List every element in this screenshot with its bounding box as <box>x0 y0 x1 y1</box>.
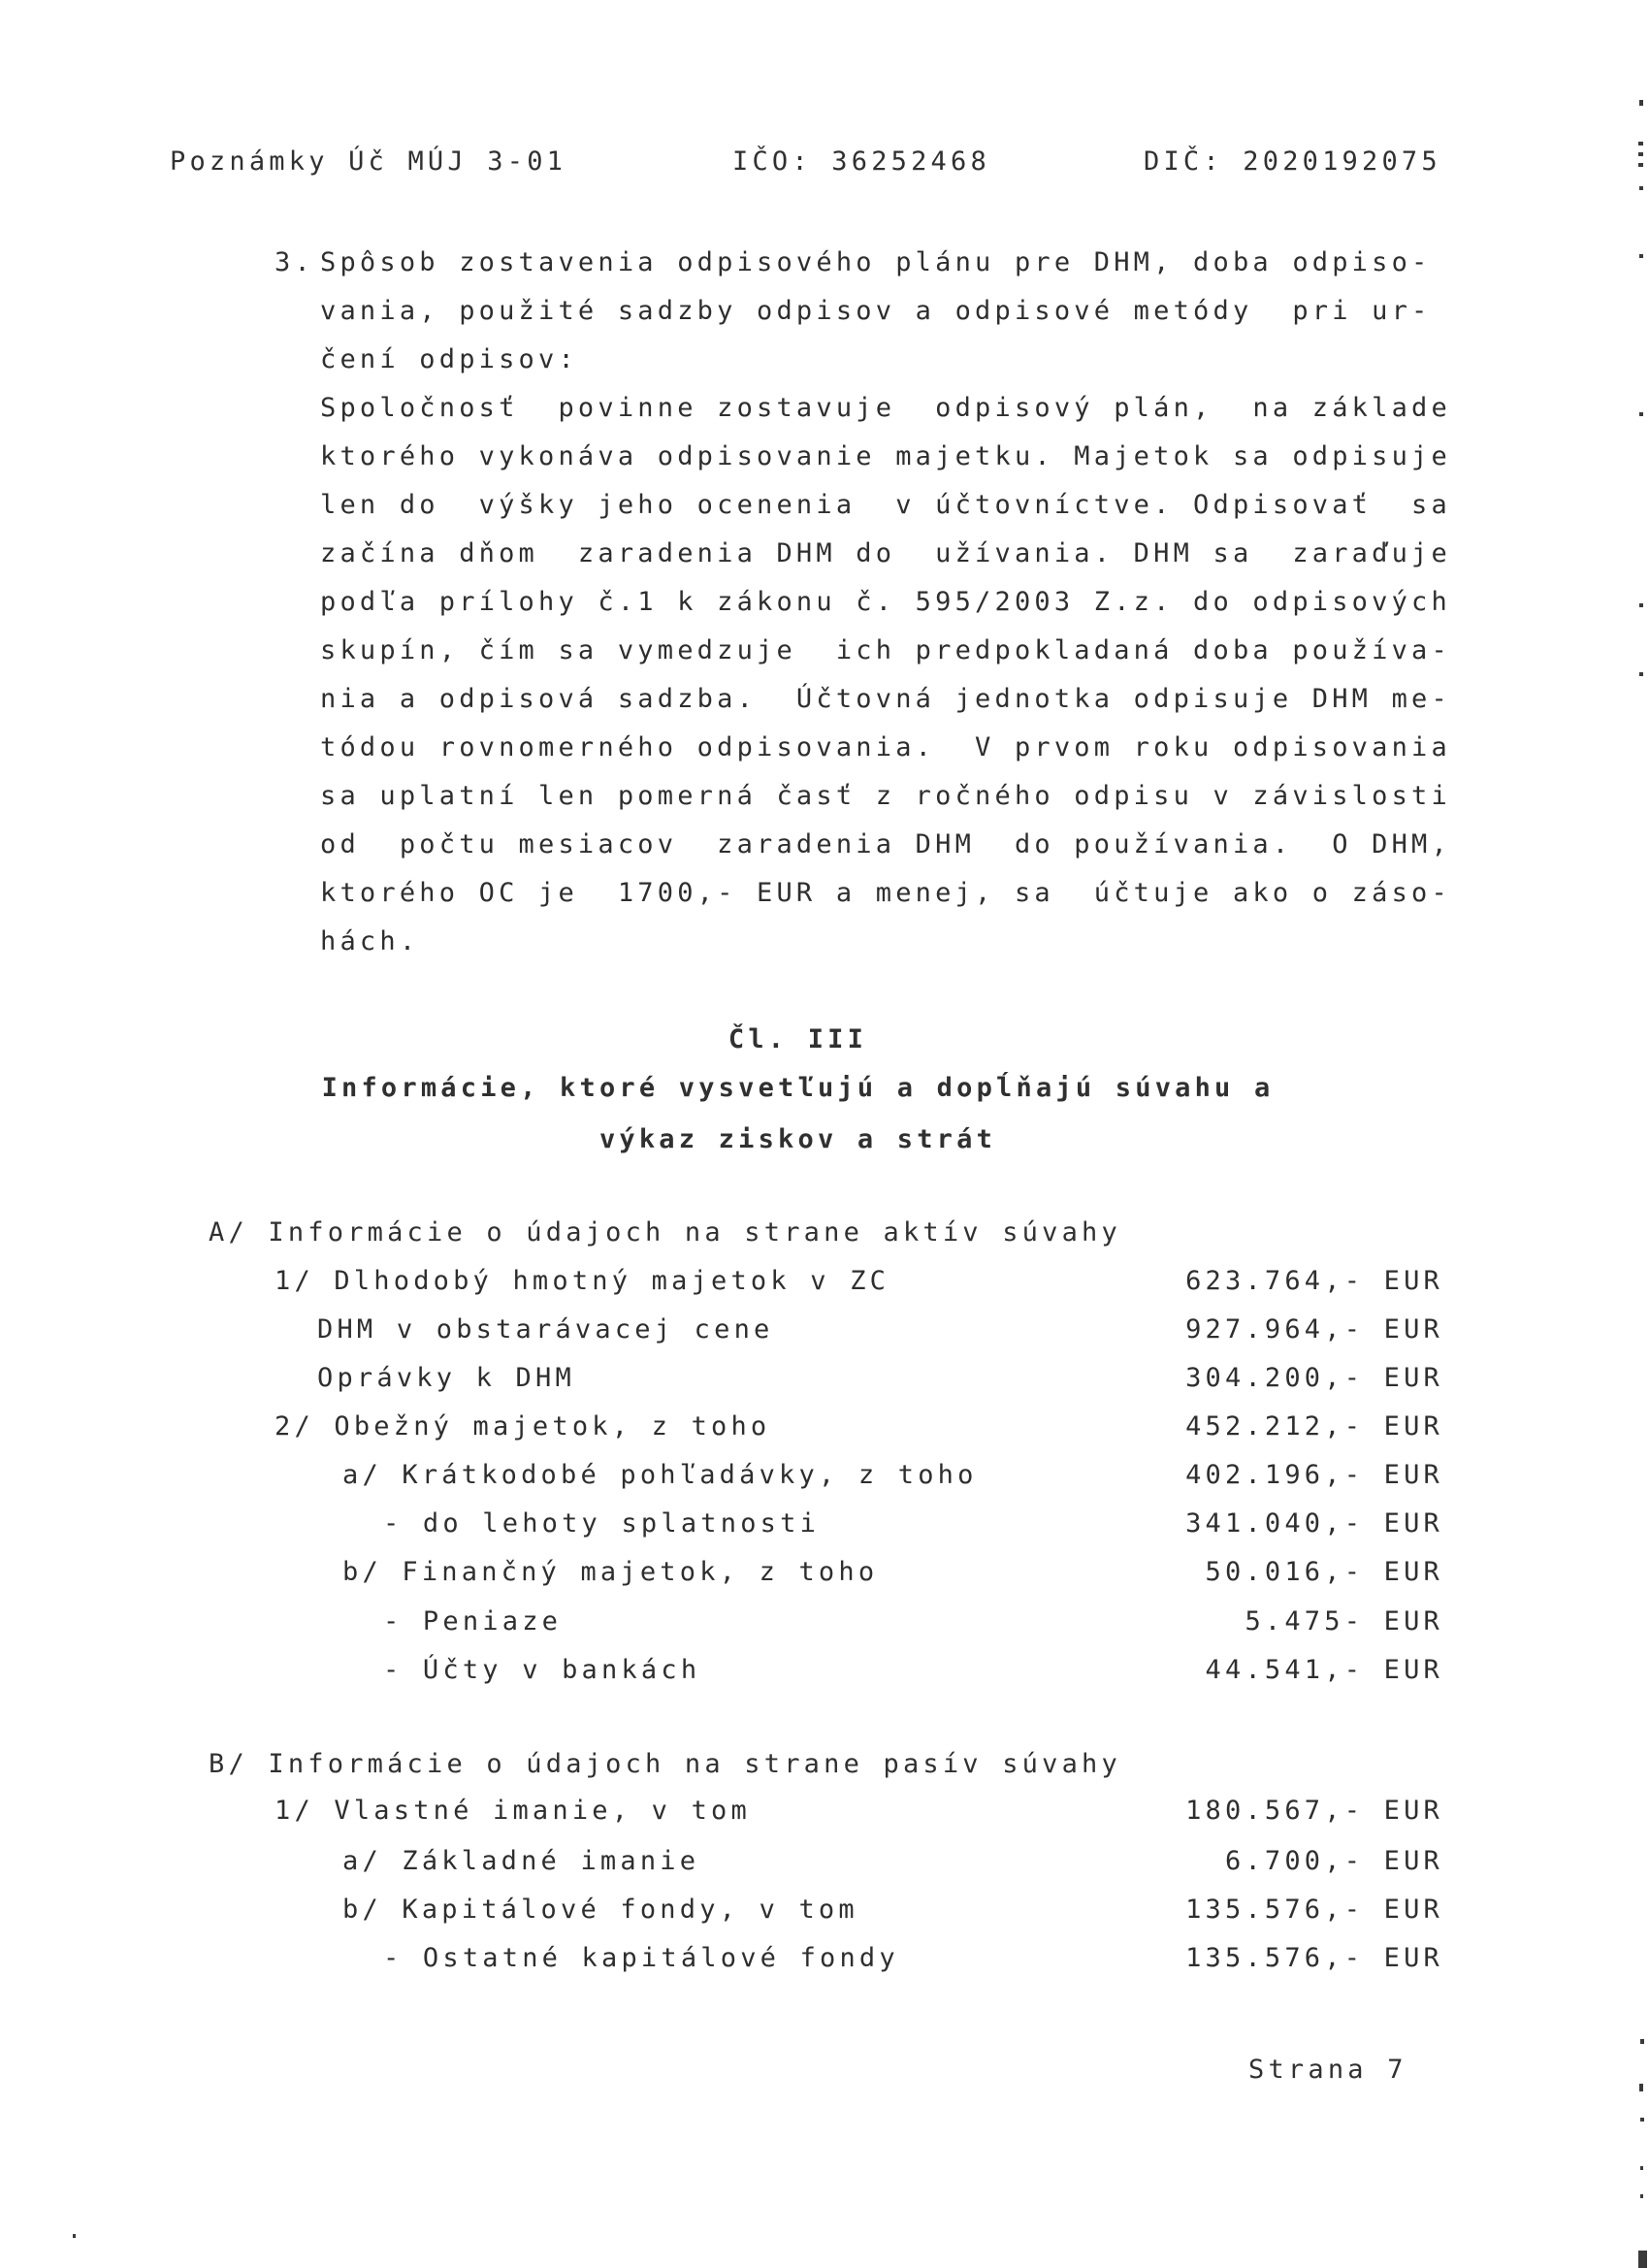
scan-artifact <box>1639 603 1643 607</box>
table-row <box>0 1646 1649 1695</box>
section-b-title: B/ Informácie o údajoch na strane pasív súvahy <box>209 1749 1121 1779</box>
paragraph-line: čení odpisov: <box>320 344 578 374</box>
row-label: - Ostatné kapitálové fondy <box>383 1943 899 1973</box>
paragraph-line: hách. <box>320 926 420 956</box>
scan-artifact <box>1638 152 1643 156</box>
dic-number: DIČ: 2020192075 <box>1144 146 1441 177</box>
paragraph-line: podľa prílohy č.1 k zákonu č. 595/2003 Z.z. do odpisových <box>320 587 1451 617</box>
table-row <box>0 1403 1649 1451</box>
table-row <box>0 1598 1649 1646</box>
article-title: Čl. III <box>728 1024 868 1054</box>
row-value: 927.964,- EUR <box>1185 1314 1443 1345</box>
scan-artifact <box>1640 2118 1644 2122</box>
paragraph-line: od počtu mesiacov zaradenia DHM do používania. O DHM, <box>320 829 1451 859</box>
row-label: DHM v obstarávacej cene <box>317 1314 774 1345</box>
section-a-title: A/ Informácie o údajoch na strane aktív súvahy <box>209 1217 1121 1247</box>
row-value: 135.576,- EUR <box>1185 1943 1443 1973</box>
paragraph-line: začína dňom zaradenia DHM do užívania. DHM sa zaraďuje <box>320 538 1451 568</box>
row-label: b/ Finančný majetok, z toho <box>342 1557 879 1587</box>
article-subtitle-line1: Informácie, ktoré vysvetľujú a dopĺňajú súvahu a <box>321 1073 1275 1103</box>
page-number: Strana 7 <box>1248 2055 1407 2085</box>
table-row <box>0 1451 1649 1500</box>
table-row <box>0 1837 1649 1886</box>
paragraph-line: sa uplatní len pomerná časť z ročného odpisu v závislosti <box>320 781 1451 811</box>
table-row <box>0 1354 1649 1403</box>
row-value: 44.541,- EUR <box>1205 1655 1443 1685</box>
paragraph-line: nia a odpisová sadzba. Účtovná jednotka odpisuje DHM me- <box>320 684 1451 714</box>
paragraph-line: Spoločnosť povinne zostavuje odpisový plán, na základe <box>320 393 1451 423</box>
row-value: 180.567,- EUR <box>1185 1796 1443 1826</box>
row-label: 1/ Dlhodobý hmotný majetok v ZC <box>275 1266 890 1296</box>
scan-artifact <box>1639 672 1643 676</box>
table-row <box>0 1500 1649 1548</box>
scan-artifact <box>1639 254 1643 258</box>
scan-artifact <box>1639 2084 1643 2091</box>
table-row <box>0 1886 1649 1934</box>
table-row <box>0 1548 1649 1597</box>
paragraph-line: Spôsob zostavenia odpisového plánu pre DHM, doba odpiso- <box>320 247 1432 277</box>
table-row <box>0 1934 1649 1983</box>
scan-artifact <box>73 2234 76 2238</box>
row-label: a/ Krátkodobé pohľadávky, z toho <box>342 1460 978 1490</box>
row-label: - Peniaze <box>383 1606 563 1636</box>
row-value: 5.475- EUR <box>1245 1606 1443 1636</box>
row-value: 623.764,- EUR <box>1185 1266 1443 1296</box>
row-label: - Účty v bankách <box>383 1655 701 1685</box>
table-row <box>0 1306 1649 1354</box>
row-value: 50.016,- EUR <box>1205 1557 1443 1587</box>
paragraph-line: tódou rovnomerného odpisovania. V prvom roku odpisovania <box>320 732 1451 762</box>
row-label: a/ Základné imanie <box>342 1846 700 1876</box>
paragraph-line: vania, použité sadzby odpisov a odpisové metódy pri ur- <box>320 296 1432 326</box>
scan-artifact <box>1640 2039 1644 2044</box>
row-label: - do lehoty splatnosti <box>383 1508 821 1539</box>
table-row <box>0 1257 1649 1306</box>
paragraph-line: len do výšky jeho ocenenia v účtovníctve. Odpisovať sa <box>320 490 1451 520</box>
scan-artifact <box>1638 163 1643 167</box>
paragraph-3 <box>320 239 1484 966</box>
row-label: b/ Kapitálové fondy, v tom <box>342 1895 858 1925</box>
form-title: Poznámky Úč MÚJ 3-01 <box>170 146 567 177</box>
scan-artifact <box>1639 100 1643 106</box>
row-label: 1/ Vlastné imanie, v tom <box>275 1796 751 1826</box>
table-row <box>0 1787 1649 1835</box>
row-value: 402.196,- EUR <box>1185 1460 1443 1490</box>
ico-number: IČO: 36252468 <box>732 146 990 177</box>
article-subtitle-line2: výkaz ziskov a strát <box>598 1124 997 1154</box>
paragraph-line: skupín, čím sa vymedzuje ich predpokladaná doba používa- <box>320 635 1451 665</box>
scan-artifact <box>1639 412 1643 416</box>
scan-artifact <box>1640 2166 1643 2170</box>
row-value: 341.040,- EUR <box>1185 1508 1443 1539</box>
paragraph-line: ktorého vykonáva odpisovanie majetku. Majetok sa odpisuje <box>320 441 1451 471</box>
row-value: 6.700,- EUR <box>1224 1846 1443 1876</box>
paragraph-line: ktorého OC je 1700,- EUR a menej, sa účtuje ako o záso- <box>320 878 1451 908</box>
scan-artifact <box>1638 2251 1647 2268</box>
row-value: 304.200,- EUR <box>1185 1363 1443 1393</box>
scan-artifact <box>1639 186 1643 190</box>
scan-artifact <box>1638 142 1643 146</box>
row-label: 2/ Obežný majetok, z toho <box>275 1411 771 1442</box>
paragraph-number: 3. <box>275 247 314 277</box>
row-value: 452.212,- EUR <box>1185 1411 1443 1442</box>
row-label: Oprávky k DHM <box>317 1363 575 1393</box>
row-value: 135.576,- EUR <box>1185 1895 1443 1925</box>
scan-artifact <box>1640 2194 1643 2198</box>
